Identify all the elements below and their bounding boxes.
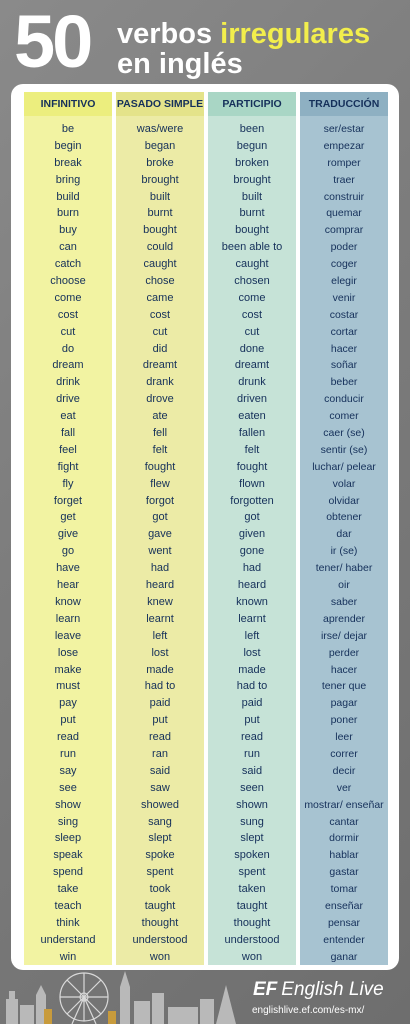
title-number: 50 xyxy=(14,0,91,83)
table-cell: perder xyxy=(328,646,360,659)
table-cell: have xyxy=(56,562,80,575)
column-participio xyxy=(208,92,296,965)
table-cell: saw xyxy=(150,781,170,794)
table-cell: forget xyxy=(53,494,83,507)
table-cell: leer xyxy=(335,731,353,744)
table-cell: fall xyxy=(60,427,76,440)
table-cell: get xyxy=(60,511,76,524)
column-rows xyxy=(300,121,388,966)
title-prefix: verbos xyxy=(117,18,221,50)
column-header: PASADO SIMPLE xyxy=(116,92,204,116)
table-cell: went xyxy=(148,545,172,558)
table-cell: shown xyxy=(236,798,268,811)
table-cell: traer xyxy=(333,173,355,186)
table-cell: known xyxy=(236,595,268,608)
table-cell: leave xyxy=(54,629,82,642)
table-cell: took xyxy=(149,883,171,896)
table-cell: costar xyxy=(329,308,359,321)
table-cell: chosen xyxy=(234,275,270,288)
table-cell: given xyxy=(238,528,266,541)
table-cell: sung xyxy=(240,815,264,828)
table-cell: came xyxy=(146,291,174,304)
table-cell: beber xyxy=(330,376,358,389)
table-cell: got xyxy=(152,511,168,524)
table-cell: pay xyxy=(59,697,77,710)
skyline-illustration xyxy=(0,965,250,1024)
table-cell: ser/estar xyxy=(323,123,365,135)
table-cell: sing xyxy=(57,815,79,828)
table-cell: did xyxy=(152,342,168,355)
table-cell: slept xyxy=(148,832,172,845)
brand-name: English Live xyxy=(281,979,384,1000)
table-cell: dream xyxy=(52,359,84,372)
table-cell: spoke xyxy=(145,849,175,862)
table-cell: go xyxy=(61,545,75,558)
table-cell: correr xyxy=(330,747,358,760)
table-cell: read xyxy=(240,731,264,744)
table-cell: chose xyxy=(145,275,175,288)
table-cell: soñar xyxy=(330,359,358,372)
table-cell: understand xyxy=(40,933,96,946)
brand-logo xyxy=(253,979,403,1003)
table-cell: cut xyxy=(244,325,260,338)
table-cell: paid xyxy=(241,697,263,710)
table-cell: put xyxy=(60,714,76,727)
table-cell: venir xyxy=(332,291,356,304)
table-cell: tener/ haber xyxy=(315,562,373,575)
table-cell: break xyxy=(54,156,82,169)
brand-mark: EF xyxy=(253,979,278,1000)
table-cell: aprender xyxy=(322,612,366,625)
table-cell: knew xyxy=(147,595,173,608)
table-cell: taught xyxy=(236,899,268,912)
table-cell: burnt xyxy=(239,207,265,220)
table-cell: caught xyxy=(235,258,269,271)
table-cell: bought xyxy=(235,224,269,237)
column-traduccion xyxy=(300,92,388,965)
table-cell: got xyxy=(244,511,260,524)
table-cell: thought xyxy=(233,916,271,929)
column-header: PARTICIPIO xyxy=(208,92,296,116)
table-cell: burnt xyxy=(147,207,173,220)
table-cell: drunk xyxy=(238,376,266,389)
table-cell: drive xyxy=(56,393,80,406)
table-cell: begin xyxy=(54,139,82,152)
table-cell: run xyxy=(60,747,76,760)
column-header: INFINITIVO xyxy=(24,92,112,116)
column-infinitivo xyxy=(24,92,112,965)
title-line-2: en inglés xyxy=(117,48,243,80)
table-cell: cantar xyxy=(329,815,359,828)
table-cell: taught xyxy=(144,899,176,912)
table-cell: entender xyxy=(323,933,365,946)
table-cell: make xyxy=(54,663,82,676)
table-cell: flew xyxy=(150,477,170,490)
table-cell: won xyxy=(149,950,171,963)
table-cell: broken xyxy=(235,156,269,169)
table-cell: cost xyxy=(57,308,79,321)
table-cell: poder xyxy=(330,241,358,254)
table-cell: had to xyxy=(144,680,176,693)
table-cell: fought xyxy=(236,460,268,473)
table-cell: decir xyxy=(332,764,356,777)
table-cell: fallen xyxy=(238,427,266,440)
table-cell: learnt xyxy=(238,612,266,625)
table-cell: left xyxy=(152,629,168,642)
table-cell: been xyxy=(239,123,265,135)
table-cell: caer (se) xyxy=(323,427,365,440)
table-cell: poner xyxy=(330,714,358,727)
table-cell: eat xyxy=(60,410,76,423)
title-accent: irregulares xyxy=(220,18,371,50)
table-cell: teach xyxy=(54,899,82,912)
table-cell: run xyxy=(244,747,260,760)
table-cell: pagar xyxy=(330,697,358,710)
table-cell: put xyxy=(244,714,260,727)
table-cell: romper xyxy=(327,156,361,169)
table-cell: empezar xyxy=(323,139,365,152)
table-cell: drink xyxy=(56,376,80,389)
table-cell: know xyxy=(55,595,81,608)
table-cell: put xyxy=(152,714,168,727)
table-cell: spend xyxy=(53,866,83,879)
table-cell: made xyxy=(238,663,266,676)
header xyxy=(0,0,410,88)
table-cell: learnt xyxy=(146,612,174,625)
table-cell: made xyxy=(146,663,174,676)
table-cell: begun xyxy=(236,139,268,152)
table-cell: mostrar/ enseñar xyxy=(304,798,384,811)
table-cell: done xyxy=(239,342,265,355)
table-cell: ran xyxy=(152,747,168,760)
table-cell: choose xyxy=(50,275,86,288)
table-cell: thought xyxy=(141,916,179,929)
table-cell: won xyxy=(241,950,263,963)
table-cell: heard xyxy=(145,579,175,592)
table-cell: showed xyxy=(141,798,179,811)
table-cell: heard xyxy=(237,579,267,592)
table-cell: say xyxy=(59,764,77,777)
table-cell: felt xyxy=(152,443,168,456)
table-cell: gave xyxy=(148,528,172,541)
table-cell: spoken xyxy=(234,849,270,862)
table-cell: come xyxy=(238,291,266,304)
column-rows xyxy=(24,121,112,966)
table-cell: eaten xyxy=(238,410,266,423)
footer-url: englishlive.ef.com/es-mx/ xyxy=(252,1005,365,1016)
table-cell: began xyxy=(144,139,176,152)
table-cell: had xyxy=(242,562,262,575)
table-cell: fly xyxy=(62,477,74,490)
table-cell: understood xyxy=(224,933,280,946)
table-cell: enseñar xyxy=(325,899,363,912)
table-cell: ir (se) xyxy=(330,545,358,558)
table-cell: slept xyxy=(240,832,264,845)
table-cell: hacer xyxy=(330,663,358,676)
table-cell: comprar xyxy=(324,224,364,237)
table-cell: learn xyxy=(55,612,81,625)
table-cell: lost xyxy=(151,646,169,659)
table-cell: cortar xyxy=(330,325,358,338)
table-cell: driven xyxy=(237,393,267,406)
table-cell: irse/ dejar xyxy=(320,629,368,642)
table-cell: do xyxy=(61,342,75,355)
table-cell: drank xyxy=(146,376,174,389)
table-cell: take xyxy=(57,883,79,896)
table-cell: built xyxy=(241,190,263,203)
table-cell: sleep xyxy=(54,832,82,845)
column-rows xyxy=(116,121,204,966)
table-cell: said xyxy=(241,764,263,777)
table-cell: gastar xyxy=(329,866,359,879)
table-cell: ate xyxy=(152,410,168,423)
table-cell: comer xyxy=(329,410,359,423)
column-header: TRADUCCIÓN xyxy=(300,92,388,116)
table-cell: feel xyxy=(59,443,77,456)
table-cell: obtener xyxy=(326,511,362,524)
table-cell: elegir xyxy=(331,275,357,288)
table-cell: cost xyxy=(241,308,263,321)
table-cell: built xyxy=(149,190,171,203)
table-cell: luchar/ pelear xyxy=(312,460,376,473)
table-cell: show xyxy=(55,798,81,811)
table-cell: lose xyxy=(57,646,79,659)
table-cell: taken xyxy=(238,883,266,896)
table-cell: volar xyxy=(332,477,356,490)
table-cell: fight xyxy=(57,460,79,473)
table-cell: oir xyxy=(338,579,350,592)
table-cell: brought xyxy=(141,173,179,186)
table-cell: tomar xyxy=(330,883,358,896)
table-cell: spent xyxy=(238,866,266,879)
table-cell: cut xyxy=(60,325,76,338)
table-cell: read xyxy=(148,731,172,744)
table-cell: quemar xyxy=(326,207,362,220)
table-cell: dreamt xyxy=(142,359,178,372)
table-cell: broke xyxy=(146,156,174,169)
table-cell: win xyxy=(59,950,77,963)
table-cell: be xyxy=(61,123,75,135)
table-cell: felt xyxy=(244,443,260,456)
table-cell: brought xyxy=(233,173,271,186)
table-cell: buy xyxy=(59,224,77,237)
table-cell: said xyxy=(149,764,171,777)
table-cell: caught xyxy=(143,258,177,271)
table-cell: construir xyxy=(323,190,365,203)
table-cell: hacer xyxy=(330,342,358,355)
table-cell: left xyxy=(244,629,260,642)
table-cell: can xyxy=(59,241,77,254)
table-cell: catch xyxy=(54,258,82,271)
table-cell: olvidar xyxy=(328,494,360,507)
column-rows xyxy=(208,121,296,966)
table-cell: pensar xyxy=(327,916,361,929)
table-cell: build xyxy=(56,190,80,203)
table-cell: speak xyxy=(53,849,83,862)
table-cell: was/were xyxy=(136,123,184,135)
table-cell: dar xyxy=(336,528,352,541)
table-cell: bring xyxy=(55,173,81,186)
title-line-1 xyxy=(117,18,370,50)
table-cell: cost xyxy=(149,308,171,321)
table-cell: drove xyxy=(146,393,174,406)
table-cell: dreamt xyxy=(234,359,270,372)
ferris-wheel-icon xyxy=(60,973,108,1024)
table-cell: fought xyxy=(144,460,176,473)
table-cell: forgotten xyxy=(230,494,274,507)
table-cell: dormir xyxy=(329,832,359,845)
table-cell: paid xyxy=(149,697,171,710)
table-cell: gone xyxy=(239,545,265,558)
table-cell: think xyxy=(56,916,80,929)
table-cell: understood xyxy=(132,933,188,946)
table-cell: conducir xyxy=(324,393,364,406)
table-cell: see xyxy=(59,781,77,794)
table-cell: tener que xyxy=(321,680,367,693)
table-cell: been able to xyxy=(221,241,283,254)
table-cell: give xyxy=(57,528,79,541)
table-cell: cut xyxy=(152,325,168,338)
table-cell: spent xyxy=(146,866,174,879)
table-cell: forgot xyxy=(145,494,175,507)
footer xyxy=(0,965,410,1024)
table-cell: sentir (se) xyxy=(320,443,368,456)
table-cell: bought xyxy=(143,224,177,237)
table-cell: ganar xyxy=(330,950,358,963)
table-cell: burn xyxy=(56,207,80,220)
table-cell: had xyxy=(150,562,170,575)
table-cell: seen xyxy=(240,781,264,794)
table-cell: hablar xyxy=(329,849,359,862)
table-cell: ver xyxy=(336,781,352,794)
table-cell: sang xyxy=(148,815,172,828)
table-cell: come xyxy=(54,291,82,304)
table-cell: hear xyxy=(56,579,80,592)
table-cell: had to xyxy=(236,680,268,693)
table-cell: coger xyxy=(330,258,358,271)
table-cell: lost xyxy=(243,646,261,659)
table-cell: read xyxy=(56,731,80,744)
table-cell: could xyxy=(146,241,174,254)
table-cell: flown xyxy=(239,477,265,490)
table-cell: fell xyxy=(152,427,168,440)
table-cell: saber xyxy=(330,595,358,608)
table-cell: must xyxy=(56,680,80,693)
column-pasado-simple xyxy=(116,92,204,965)
